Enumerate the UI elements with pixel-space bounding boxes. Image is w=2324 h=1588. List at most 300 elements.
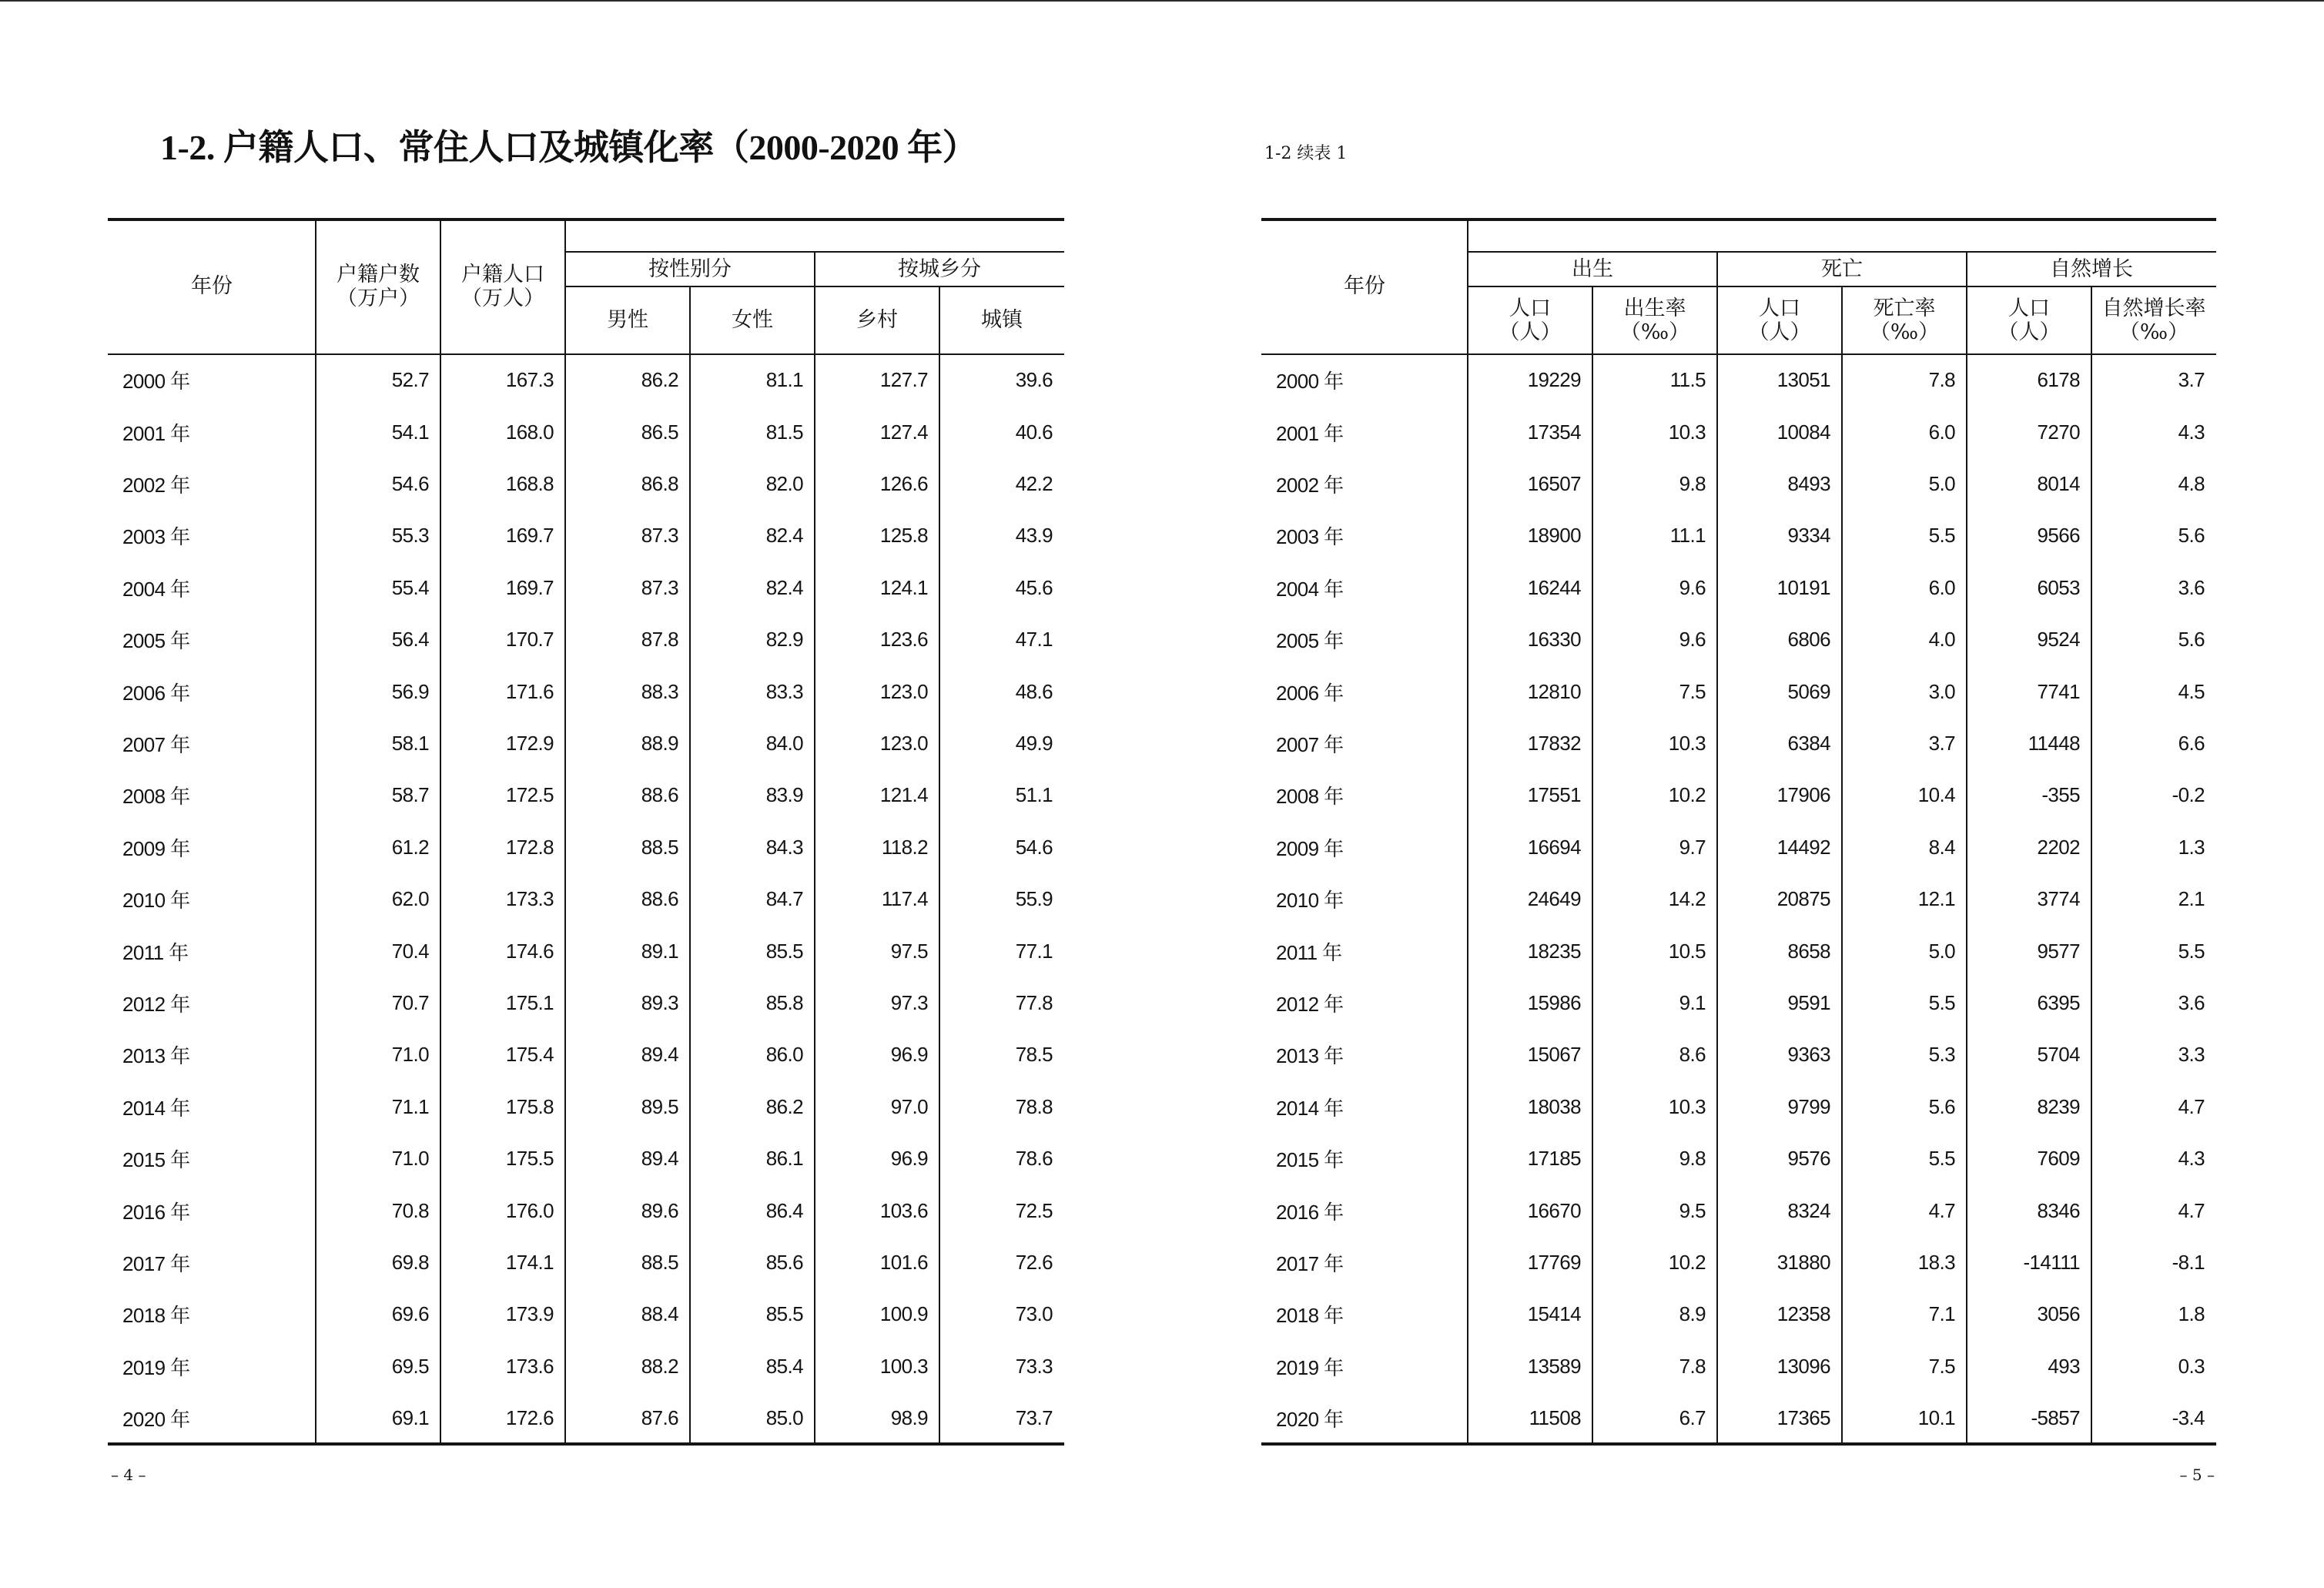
households-cell: 54.6 [391,471,429,495]
column-rule [564,218,566,1444]
female-cell: 85.4 [765,1354,803,1378]
deaths-count-cell: 9363 [1787,1043,1830,1067]
male-cell: 86.2 [641,368,678,392]
female-cell: 81.1 [765,368,803,392]
year-cell: 2004 年 [1276,577,1344,601]
table-row [108,873,1064,925]
rural-cell: 98.9 [890,1406,928,1430]
death-rate-cell: 4.7 [1928,1198,1955,1222]
births-count-cell: 17769 [1527,1250,1581,1274]
natural-increase-rate-cell: 4.7 [2178,1094,2205,1118]
household-population-table [108,218,1064,1446]
registered-population-cell: 171.6 [505,679,554,703]
natural-increase-count-header-unit: （人） [1998,320,2061,344]
registered-population-header-unit: （万人） [461,286,544,310]
deaths-count-cell: 17906 [1776,783,1830,807]
urban-cell: 55.9 [1015,887,1053,911]
natural-increase-count-cell: 493 [2048,1354,2080,1378]
natural-increase-group-header: 自然增长 [2050,256,2133,281]
year-cell: 2000 年 [1276,370,1344,394]
death-rate-cell: 5.0 [1928,939,1955,963]
households-cell: 61.2 [391,835,429,859]
female-header: 女性 [732,308,773,333]
births-count-cell: 17551 [1527,783,1581,807]
births-count-cell: 19229 [1527,368,1581,392]
natural-increase-rate-cell: 4.8 [2178,471,2205,495]
households-cell: 70.8 [391,1198,429,1222]
year-cell: 2017 年 [1276,1251,1344,1275]
table-row [108,1029,1064,1080]
birth-rate-cell: 7.8 [1679,1354,1706,1378]
year-cell: 2010 年 [1276,889,1344,913]
female-cell: 85.6 [765,1250,803,1274]
rural-cell: 123.0 [879,731,928,755]
birth-rate-cell: 9.6 [1679,628,1706,652]
column-rule [1592,286,1593,1445]
rural-cell: 117.4 [881,887,928,911]
registered-population-cell: 174.1 [505,1250,554,1274]
male-cell: 89.4 [641,1147,678,1171]
table-row [108,822,1064,873]
households-cell: 69.6 [391,1302,429,1326]
natural-increase-rate-cell: 0.3 [2178,1354,2205,1378]
year-cell: 2020 年 [1276,1408,1344,1432]
urban-cell: 73.0 [1015,1302,1053,1326]
year-cell: 2001 年 [1276,421,1344,445]
urban-cell: 78.8 [1015,1094,1053,1118]
column-rule [2091,286,2092,1445]
rural-cell: 101.6 [879,1250,928,1274]
year-cell: 2001 年 [122,421,190,445]
rural-cell: 127.4 [879,420,928,444]
registered-population-header-label: 户籍人口 [461,262,544,286]
natural-increase-count-cell: 5704 [2037,1043,2080,1067]
year-cell: 2012 年 [122,992,190,1016]
table-row [108,977,1064,1029]
year-cell: 2003 年 [122,525,190,549]
female-cell: 86.0 [765,1043,803,1067]
female-cell: 86.2 [765,1094,803,1118]
year-cell: 2013 年 [1276,1044,1344,1068]
birth-rate-cell: 9.8 [1679,1147,1706,1171]
year-cell: 2015 年 [122,1148,190,1172]
male-header: 男性 [607,308,648,333]
male-cell: 88.5 [641,835,678,859]
births-count-cell: 24649 [1527,887,1581,911]
rural-cell: 123.0 [879,679,928,703]
table-row [1261,977,2216,1029]
birth-rate-cell: 9.7 [1679,835,1706,859]
natural-increase-rate-cell: -8.1 [2172,1250,2205,1274]
deaths-count-cell: 5069 [1787,679,1830,703]
female-cell: 84.3 [765,835,803,859]
table-top-rule [1261,218,2216,221]
male-cell: 89.6 [641,1198,678,1222]
natural-increase-rate-cell: 3.3 [2178,1043,2205,1067]
table-row [1261,510,2216,561]
urban-cell: 45.6 [1015,575,1053,599]
table-row [108,769,1064,821]
deaths-count-cell: 31880 [1776,1250,1830,1274]
year-cell: 2009 年 [122,836,190,860]
table-row [1261,1341,2216,1392]
birth-rate-cell: 9.1 [1679,990,1706,1014]
natural-increase-rate-header [2091,286,2216,355]
page-number-left: – 4 – [111,1466,146,1484]
natural-increase-rate-cell: 5.6 [2178,524,2205,548]
female-cell: 81.5 [765,420,803,444]
natural-increase-rate-header-unit: （‰） [2118,320,2189,344]
urban-cell: 73.3 [1015,1354,1053,1378]
registered-population-cell: 173.3 [505,887,554,911]
natural-increase-count-cell: 3774 [2037,887,2080,911]
table-bottom-rule [108,1442,1064,1446]
birth-rate-cell: 7.5 [1679,679,1706,703]
scan-top-border [0,0,2324,2]
table-row [1261,873,2216,925]
column-rule [1467,218,1468,1444]
male-cell: 89.1 [641,939,678,963]
urban-cell: 54.6 [1015,835,1053,859]
natural-increase-count-cell: 8239 [2037,1094,2080,1118]
deaths-count-cell: 17365 [1776,1406,1830,1430]
year-cell: 2018 年 [1276,1304,1344,1328]
death-rate-cell: 5.5 [1928,1147,1955,1171]
rural-cell: 97.0 [890,1094,928,1118]
birth-rate-cell: 11.1 [1669,524,1706,548]
urban-cell: 78.5 [1015,1043,1053,1067]
registered-population-cell: 175.4 [505,1043,554,1067]
table-row [108,1392,1064,1444]
urban-cell: 73.7 [1015,1406,1053,1430]
year-cell: 2019 年 [1276,1355,1344,1379]
natural-increase-rate-cell: 1.3 [2178,835,2205,859]
year-cell: 2011 年 [1276,940,1342,964]
male-cell: 87.8 [641,628,678,652]
birth-rate-cell: 14.2 [1668,887,1706,911]
table-row [1261,925,2216,977]
table-row [108,1288,1064,1340]
registered-population-cell: 168.0 [505,420,554,444]
deaths-count-header-label: 人口 [1759,296,1800,320]
households-cell: 70.4 [391,939,429,963]
column-rule [814,252,815,1444]
births-deaths-table [1261,218,2216,1446]
female-cell: 86.4 [765,1198,803,1222]
natural-increase-rate-cell: 3.6 [2178,575,2205,599]
birth-rate-header-unit: （‰） [1619,320,1690,344]
natural-increase-count-cell: 6395 [2037,990,2080,1014]
female-cell: 82.4 [765,524,803,548]
registered-population-cell: 167.3 [505,368,554,392]
households-cell: 54.1 [391,420,429,444]
group-top-rule [1468,251,2216,253]
table-row [108,614,1064,665]
registered-population-header [440,218,565,354]
natural-increase-count-header [1967,286,2091,355]
male-cell: 88.9 [641,731,678,755]
natural-increase-count-cell: 7270 [2037,420,2080,444]
year-cell: 2014 年 [122,1096,190,1120]
natural-increase-count-cell: 11448 [2028,731,2080,755]
table-row [1261,1392,2216,1444]
births-group-header: 出生 [1572,256,1613,281]
natural-increase-rate-cell: 4.5 [2178,679,2205,703]
female-cell: 83.3 [765,679,803,703]
table-row [108,1237,1064,1288]
header-bottom-rule [108,353,1064,355]
deaths-count-cell: 9334 [1787,524,1830,548]
rural-cell: 118.2 [881,835,928,859]
death-rate-cell: 6.0 [1928,575,1955,599]
registered-population-cell: 175.1 [505,990,554,1014]
death-rate-cell: 5.5 [1928,990,1955,1014]
registered-population-cell: 175.5 [505,1147,554,1171]
rural-cell: 97.5 [890,939,928,963]
rural-cell: 126.6 [879,471,928,495]
male-cell: 86.8 [641,471,678,495]
natural-increase-rate-cell: 4.3 [2178,420,2205,444]
female-cell: 82.4 [765,575,803,599]
urban-cell: 40.6 [1015,420,1053,444]
deaths-count-cell: 10191 [1776,575,1830,599]
deaths-count-cell: 14492 [1776,835,1830,859]
households-cell: 71.0 [391,1147,429,1171]
households-cell: 62.0 [391,887,429,911]
natural-increase-count-cell: -5857 [2031,1406,2080,1430]
male-cell: 87.3 [641,524,678,548]
table-row [1261,769,2216,821]
households-cell: 69.8 [391,1250,429,1274]
male-cell: 89.3 [641,990,678,1014]
deaths-count-cell: 13096 [1776,1354,1830,1378]
year-cell: 2012 年 [1276,992,1344,1016]
deaths-count-cell: 8658 [1787,939,1830,963]
households-cell: 56.9 [391,679,429,703]
birth-rate-cell: 10.5 [1668,939,1706,963]
death-rate-header-unit: （‰） [1869,320,1940,344]
year-cell: 2020 年 [122,1408,190,1432]
natural-increase-count-cell: 8014 [2037,471,2080,495]
table-row [1261,1029,2216,1080]
rural-header: 乡村 [856,308,898,333]
deaths-count-cell: 13051 [1776,368,1830,392]
rural-cell: 123.6 [879,628,928,652]
year-cell: 2000 年 [122,370,190,394]
table-row [1261,665,2216,717]
table-row [1261,822,2216,873]
male-cell: 89.5 [641,1094,678,1118]
natural-increase-rate-cell: 4.7 [2178,1198,2205,1222]
male-cell: 88.3 [641,679,678,703]
male-cell: 88.6 [641,887,678,911]
year-cell: 2004 年 [122,577,190,601]
rural-cell: 124.1 [879,575,928,599]
rural-cell: 96.9 [890,1043,928,1067]
births-count-cell: 18235 [1527,939,1581,963]
births-count-header-unit: （人） [1499,320,1562,344]
birth-rate-cell: 6.7 [1679,1406,1706,1430]
death-rate-cell: 10.4 [1917,783,1955,807]
deaths-count-cell: 6806 [1787,628,1830,652]
year-cell: 2005 年 [1276,629,1344,653]
natural-increase-count-cell: 7741 [2037,679,2080,703]
male-cell: 87.3 [641,575,678,599]
registered-population-cell: 172.5 [505,783,554,807]
death-rate-cell: 5.5 [1928,524,1955,548]
death-rate-cell: 3.0 [1928,679,1955,703]
year-cell: 2014 年 [1276,1096,1344,1120]
natural-increase-count-cell: 9566 [2037,524,2080,548]
death-rate-cell: 6.0 [1928,420,1955,444]
year-cell: 2002 年 [122,473,190,497]
natural-increase-count-cell: 9524 [2037,628,2080,652]
death-rate-cell: 8.4 [1928,835,1955,859]
urban-cell: 42.2 [1015,471,1053,495]
year-cell: 2018 年 [122,1304,190,1328]
page-title: 1-2. 户籍人口、常住人口及城镇化率（2000-2020 年） [160,128,978,167]
households-cell: 55.3 [391,524,429,548]
female-cell: 82.9 [765,628,803,652]
natural-increase-rate-cell: 3.6 [2178,990,2205,1014]
births-count-header-label: 人口 [1509,296,1551,320]
deaths-count-header-unit: （人） [1748,320,1811,344]
column-rule [440,218,441,1444]
birth-rate-header-label: 出生率 [1623,296,1686,320]
year-cell: 2015 年 [1276,1148,1344,1172]
urban-cell: 77.8 [1015,990,1053,1014]
column-rule [1841,286,1843,1445]
households-cell: 56.4 [391,628,429,652]
year-cell: 2002 年 [1276,473,1344,497]
natural-increase-count-cell: 2202 [2037,835,2080,859]
natural-increase-rate-header-label: 自然增长率 [2101,296,2206,320]
table-row [108,1133,1064,1184]
natural-increase-rate-cell: -0.2 [2172,783,2205,807]
births-count-cell: 17185 [1527,1147,1581,1171]
natural-increase-rate-cell: 6.6 [2178,731,2205,755]
households-cell: 70.7 [391,990,429,1014]
households-cell: 52.7 [391,368,429,392]
registered-population-cell: 172.9 [505,731,554,755]
female-cell: 85.8 [765,990,803,1014]
column-rule [689,286,691,1445]
year-cell: 2009 年 [1276,836,1344,860]
natural-increase-count-cell: 6178 [2037,368,2080,392]
death-rate-cell: 4.0 [1928,628,1955,652]
households-header-label: 户籍户数 [337,262,420,286]
year-cell: 2007 年 [1276,732,1344,756]
births-count-cell: 17832 [1527,731,1581,755]
registered-population-cell: 172.8 [505,835,554,859]
deaths-count-cell: 9591 [1787,990,1830,1014]
table-row [108,925,1064,977]
urban-cell: 48.6 [1015,679,1053,703]
births-count-cell: 17354 [1527,420,1581,444]
registered-population-cell: 169.7 [505,575,554,599]
rural-cell: 97.3 [890,990,928,1014]
year-cell: 2006 年 [1276,681,1344,705]
death-rate-cell: 12.1 [1917,887,1955,911]
year-cell: 2016 年 [1276,1200,1344,1224]
birth-rate-cell: 9.6 [1679,575,1706,599]
registered-population-cell: 176.0 [505,1198,554,1222]
births-count-cell: 13589 [1527,1354,1581,1378]
death-rate-cell: 5.3 [1928,1043,1955,1067]
natural-increase-rate-cell: 4.3 [2178,1147,2205,1171]
year-cell: 2008 年 [1276,785,1344,809]
by-area-group-header: 按城乡分 [898,256,981,281]
year-cell: 2016 年 [122,1200,190,1224]
male-cell: 88.5 [641,1250,678,1274]
by-sex-group-header: 按性别分 [648,256,732,281]
households-cell: 58.1 [391,731,429,755]
column-rule [1716,252,1718,1444]
births-count-cell: 12810 [1527,679,1581,703]
households-cell: 58.7 [391,783,429,807]
male-cell: 88.4 [641,1302,678,1326]
female-cell: 84.0 [765,731,803,755]
birth-rate-cell: 10.2 [1668,1250,1706,1274]
deaths-count-cell: 10084 [1776,420,1830,444]
table-row [108,406,1064,457]
births-count-cell: 16244 [1527,575,1581,599]
table-row [1261,354,2216,406]
table-row [1261,1184,2216,1236]
death-rate-header-label: 死亡率 [1873,296,1936,320]
male-cell: 88.2 [641,1354,678,1378]
births-count-cell: 16694 [1527,835,1581,859]
table-row [1261,718,2216,769]
urban-cell: 51.1 [1015,783,1053,807]
deaths-count-cell: 12358 [1776,1302,1830,1326]
urban-cell: 39.6 [1015,368,1053,392]
urban-cell: 72.5 [1015,1198,1053,1222]
table-row [108,1184,1064,1236]
natural-increase-count-cell: 7609 [2037,1147,2080,1171]
rural-cell: 125.8 [879,524,928,548]
births-count-cell: 16670 [1527,1198,1581,1222]
households-header-unit: （万户） [337,286,420,310]
male-cell: 86.5 [641,420,678,444]
rural-cell: 96.9 [890,1147,928,1171]
table-row [1261,406,2216,457]
registered-population-cell: 169.7 [505,524,554,548]
natural-increase-rate-cell: 3.7 [2178,368,2205,392]
table-top-rule [108,218,1064,221]
year-cell: 2011 年 [122,940,189,964]
table-row [108,1341,1064,1392]
rural-cell: 103.6 [879,1198,928,1222]
urban-cell: 47.1 [1015,628,1053,652]
natural-increase-rate-cell: 5.5 [2178,939,2205,963]
natural-increase-rate-cell: -3.4 [2172,1406,2205,1430]
registered-population-cell: 168.8 [505,471,554,495]
table-row [108,1081,1064,1133]
births-count-cell: 15986 [1527,990,1581,1014]
natural-increase-count-header-label: 人口 [2008,296,2050,320]
households-cell: 69.5 [391,1354,429,1378]
table-row [1261,1237,2216,1288]
column-rule [1966,252,1967,1444]
deaths-count-cell: 9799 [1787,1094,1830,1118]
deaths-group-header: 死亡 [1821,256,1863,281]
rural-cell: 100.9 [879,1302,928,1326]
natural-increase-rate-cell: 2.1 [2178,887,2205,911]
urban-cell: 72.6 [1015,1250,1053,1274]
registered-population-cell: 173.6 [505,1354,554,1378]
urban-cell: 49.9 [1015,731,1053,755]
